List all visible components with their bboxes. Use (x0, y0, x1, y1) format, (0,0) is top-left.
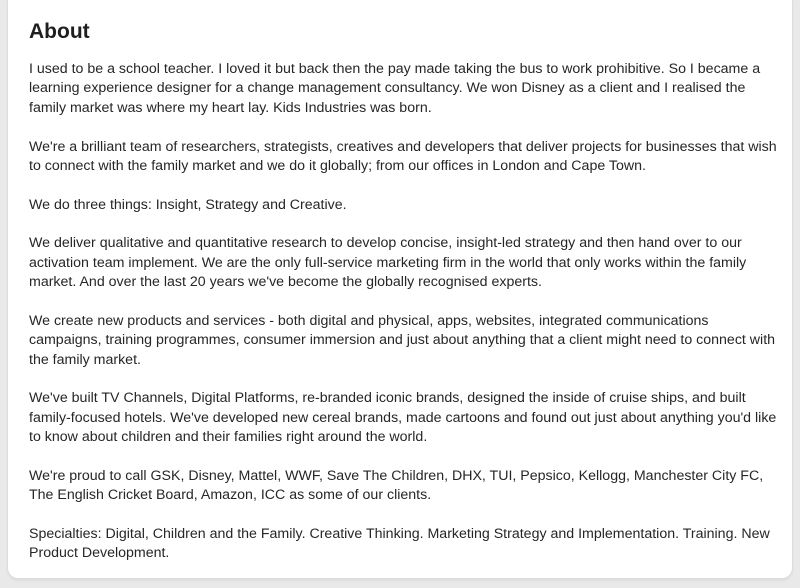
about-paragraph: We're proud to call GSK, Disney, Mattel, WWF, Save The Children, DHX, TUI, Pepsico, Kellogg, Manchester City FC, The English Cricket Board, Amazon, ICC as some of our clients. (29, 467, 764, 504)
about-card (8, 0, 792, 578)
about-heading: About (29, 20, 90, 43)
about-paragraph: I used to be a school teacher. I loved it but back then the pay made taking the bus to work prohibitive. So I became a learning experience designer for a change management consultancy. We won Disney as a client and I realised the family market was where my heart lay. Kids Industries was born. (29, 61, 761, 116)
about-paragraph: We do three things: Insight, Strategy and Creative. (29, 196, 347, 213)
about-paragraph: We've built TV Channels, Digital Platforms, re-branded iconic brands, designed the inside of cruise ships, and built family-focused hotels. We've developed new cereal brands, made cartoons and found out just about anything you'd like to know about children and their families right around the world. (29, 390, 777, 446)
about-body (29, 60, 779, 583)
about-paragraph: We're a brilliant team of researchers, strategists, creatives and developers that deliver projects for businesses that wish to connect with the family market and we do it globally; from our offices in London and Cape Town. (29, 138, 777, 174)
about-specialties: Specialties: Digital, Children and the Family. Creative Thinking. Marketing Strategy and Implementation. Training. New Product Development. (29, 525, 770, 562)
about-paragraph: We create new products and services - both digital and physical, apps, websites, integrated communications campaigns, training programmes, consumer immersion and just about anything that a client might need to connect with the family market. (29, 312, 776, 368)
about-paragraph: We deliver qualitative and quantitative research to develop concise, insight-led strategy and then hand over to our activation team implement. We are the only full-service marketing firm in the world that only works within the family market. And over the last 20 years we've become the globally recognised experts. (29, 235, 747, 291)
